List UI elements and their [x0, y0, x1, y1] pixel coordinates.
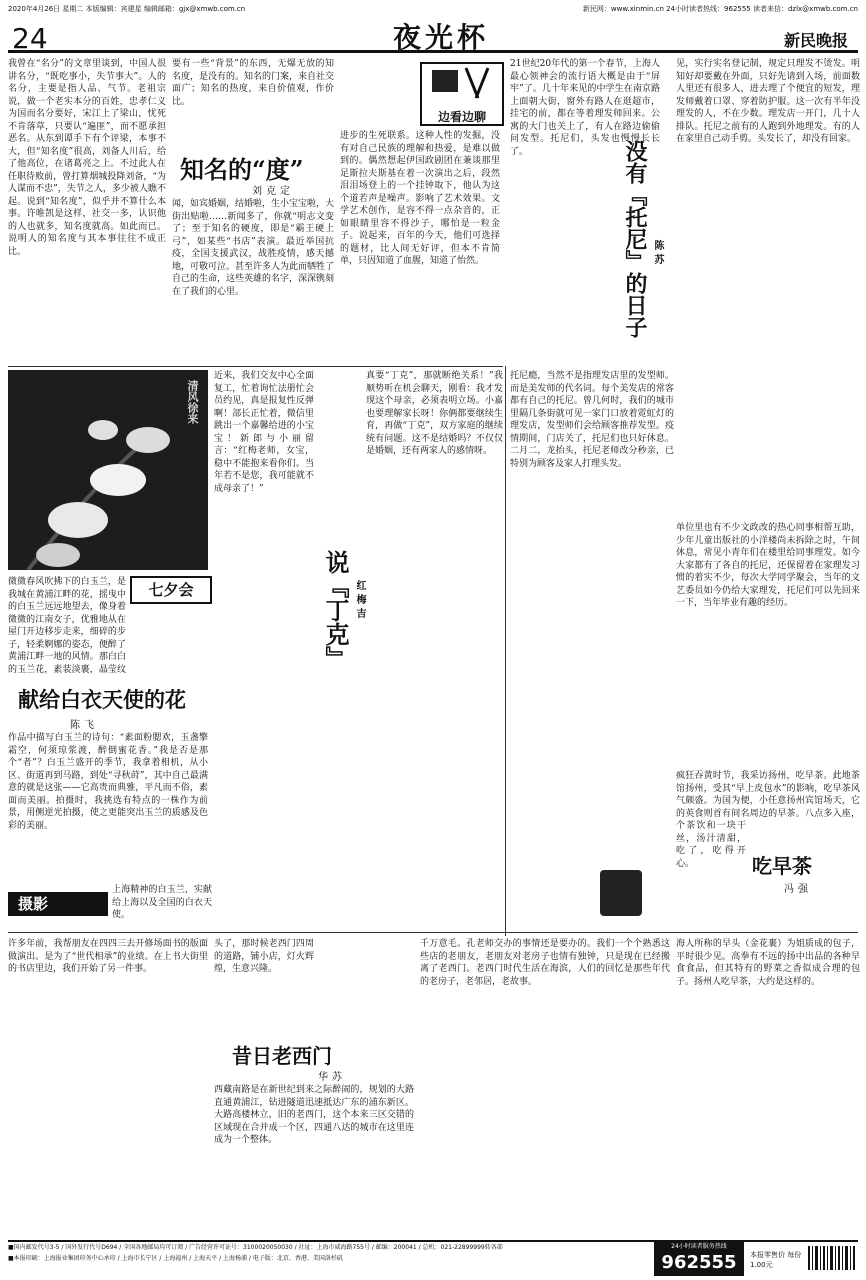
- paper-name: 新民晚报: [783, 31, 848, 50]
- article-shuoding-author: 红梅吉: [354, 580, 365, 622]
- article-qixi-text: 微微春风吹拂下的白玉兰，是我城在黄浦江畔的花，摇曳中的白玉兰远远地望去，像身着微微的江南女子，优雅地从在屋门开边移步走来，细碎的步子，轻柔婀娜的姿态，便醉了黄浦江畔一地的风情。那白白的玉兰花，素装淡裹，晶莹纹: [8, 577, 126, 675]
- contact-line: 新民网：www.xinmin.cn 24小时读者热线：962555 读者来信：dzlx@xmwb.com.cn: [582, 5, 858, 13]
- footer: [8, 1240, 858, 1276]
- article-zaocha-text-side: 个茶饮和一块干丝，汤汁清甜，吃了，吃得开心。: [676, 821, 746, 869]
- biansi-label: 边看边聊: [437, 110, 486, 124]
- top-info-line: [8, 2, 858, 16]
- article-qixi-author: 陈飞: [70, 720, 98, 731]
- article-shuoding-text-cont: 真要“丁克”，那就断绝关系！”我顺势听在机会聊天，刚看：我才发现这个母亲，必须表明立场。小嘉也要理解家长呀！你俩都要继续生育，再做“丁克”，双方家庭的继续统有问题。这不是结婚吗？不仅仅是婚姻，还有两家人的感情呀。: [366, 371, 503, 456]
- footer-line2: ■本报印刷：上海报业集团印务中心承印 / 上海市长宁区 / 上海福州 / 上海天平 / 上海杨浦 / 电子版：北京、香港、美国洛杉矶: [8, 1255, 343, 1262]
- qixi-label: 七夕会: [130, 576, 212, 604]
- article-zaocha-text: 疯狂吞黄时节，我采访扬州，吃早茶。此地茶馆扬州，受其“早上皮包水”的影响，吃早茶风气颇盛。为国为便，小任意扬州宾馆场天，它的英食则首有间名周边的早茶。八点多入座，: [676, 771, 860, 819]
- article-qixi-text-cont: 作品中描写白玉兰的诗句：“素面粉腮欢，玉盏擎霜空，何须琼浆渡，醉倒蜜花香。”我是否是那个“者”？白玉兰盛开的季节，我拿着相机，从小区、街道再到马路，到处“寻秋莳”，其中自己最满意的就是这张——它高贵而典雅，平凡而不俗，素面而美丽。拍摄时，我挑选有特点的一株作为前景，用侧逆光拍摄，使之更能突出玉兰的质感及色彩的美丽。: [8, 733, 208, 831]
- article-biansi-text: 进步的生死联系。这种人性的发掘，没有对自己民族的理解和热爱，是难以做到的。偶然想起伊国政剧团在兼谈那里足斯拉夫斯基在着一次演出之后，段然泪泪场登上的一个挂钟取下，他认为这个道若声是噪声。影响了艺术效果。文学艺术创作，是容不得一点杂音的，正如眼睛里容不得沙子，哪怕是一粒金子。说起来，百年的今天，他们可选择的题材，比人间无好评，但本不肯简单，只因知道了血腥，知道了怡然。: [340, 131, 500, 266]
- article-zhiming-author: 刘克定: [252, 186, 294, 197]
- sheying-label: 摄影: [8, 892, 108, 916]
- article-tuoni-author: 陈苏: [652, 240, 663, 268]
- article-shuoding-title: 说『丁克』: [321, 550, 350, 670]
- article-tuoni-text-end: 单位里也有不少文政改的热心同事相帮互助，少年儿童出版社的小洋楼尚未拆除之时，午间休息，常见小青年们在楼里给同事理发。如今大家都有了各自的托尼，还保留着在家理发习惯的着实不少，每次大学同学聚会，当年的文艺委员如今仍给大家理发，托尼们可以先回来一下，当年毕业有趣的经历。: [676, 523, 860, 608]
- article-sheying-text: 许多年前，我帮朋友在四四三去开修场面书的版面做演出。是为了“世代相承”的业绩。在上书大街里的书店里边，我们开始了另一件事。: [8, 939, 208, 974]
- column-title: 夜光杯: [393, 21, 490, 54]
- article-zaocha-title: 吃早茶: [752, 854, 812, 878]
- page-number: 24: [12, 22, 48, 55]
- article-ximen-author: 华苏: [318, 1072, 346, 1083]
- footer-hotline-number: 962555: [661, 1252, 737, 1273]
- article-zhiming-title: 知名的“度”: [180, 155, 304, 184]
- magnolia-photo: [8, 370, 208, 570]
- article-zhiming-text-cont: 要有一些“背景”的东西，无爆无放的知名度，是没有的。知名的门案，来自社交面广；知名的热度，来自价值观，作价比。: [172, 59, 334, 107]
- article-tuoni-text: 21世纪20年代的第一个春节，上海人最心领神会的流行语大概是由于“屏牢”了。几十年来见的中学生在南京路上面朝大街，窗外有路人在逛超市，挂宅的前，都在等着理发师回来。公寓的大门也关上了，有人在路边偷偷问发型。托尼们，头发也慢慢长长了。: [510, 59, 660, 157]
- article-tuoni-title: 没有『托尼』的日子: [622, 140, 648, 338]
- date-editor-line: 2020年4月26日 星期二 本版编辑：宾建星 编辑邮箱：gjx@xmwb.com.cn: [8, 5, 246, 13]
- article-ximen-text-cont: 千万意毛。孔老师交办的事情还是要办的。我们一个个熟悉这些店的老朋友，老朋友对老房子也情有独钟，只是现在已经搬离了老西门。老西门时代生活在海滨，人们的回忆是那些年代的老房子，老邻居，老故事。: [420, 939, 670, 987]
- sheying-side-text: 上海精神的白玉兰，实献给上海以及全国的白衣天使。: [112, 885, 212, 920]
- article-tuoni-text-cont: 见，实行实名登记制，规定只理发不烫发。明知好却要戴在外面，只好先请到入场，前面数人里还有很多人，进去理了个便宜的短发，理发师戴着口罩、穿着防护服。这一次有半年没理发的人，不在少数。理发店一开门，几十人排队。托尼之前有的人跑到外地理发。有的人在家里自己动手剪。头发长了，却没有回家。: [676, 59, 860, 144]
- magnolia-flower-image: [8, 370, 208, 570]
- footer-line1: ■国内邮发代号3-5 / 国外发行代号D694 / 全国各地邮局均可订阅 / 广告经营许可证号：3100020050030 / 社址：上海市威海路755号 / 邮编：200041 / 总机：021-22899999转各部: [8, 1244, 503, 1251]
- barcode-icon: [806, 1244, 858, 1274]
- article-qixi-title: 献给白衣天使的花: [18, 687, 186, 712]
- footer-hotline-box: [654, 1242, 744, 1276]
- article-zhiming-text: 我曾在“名分”的文章里谈到，中国人很讲名分，“既吃事小，失节事大”。人的名分，主要是指人品、气节。老祖宗说，做一个老实本分的百姓，忠孝仁义为国而名分要好，宋江上了梁山，忧死不肯落草，只要认“遍匪”，而不愿承担恶名。从东到谭手下有个评梁，本事不大，但“知名度”很高，刘备人川后，给了他高位，在诸葛亮之上。不过此人在任职待败前，曾打算烟城投降刘备，“为人谋而不忠”，失节之人，多少被人瞧不起。说到“知名度”，似乎并不算什么本事。许唯凯是这样，社交一多，认识他的人也就多，知名度就高。如此而已。说明人的知名度与其本事往往不成正比。: [8, 59, 166, 257]
- article-ximen-title: 昔日老西门: [232, 1044, 332, 1068]
- footer-hotline-label: 24小时读者服务热线: [671, 1243, 727, 1250]
- article-zhiming-text-more: 闻，如宾婚姻，结婚啦，生小宝宝啦，大街出贴啦……新闻多了，你就“明志文变了；至于知名的硬度，即是“霸王硬上弓”，如某些“书店”表演。最近举国抗疫，全国支援武汉，战胜疫情，感天撼地，可敬可泣。甚至许多人为此而牺牲了自己的生命，这些英雄的名字，深深镌刻在了我们的心里。: [172, 199, 334, 297]
- article-tuoni-text-right: 托尼瘾，当然不是指理发店里的发型师。而是美发师的代名词。每个美发店的常客都有自己的托尼。曾几何时，我们的城市里隔几条街就可见一家门口放着霓虹灯的理发店，发型师们会给顾客推荐发型。疫情期间，门店关了，托尼们也只好休息。二月二，龙抬头，托尼老师改分秒亲，已特别为顾客及家人打理头发。: [510, 371, 674, 469]
- article-ximen-text-top: 头了，那时候老西门四周的道路，铺小店，灯火辉煌，生意兴隆。: [214, 939, 314, 974]
- article-zaocha-text-cont: 海人所称的早头（金花裹）为姐质成的包子，平时很少见。高拳有不远的扬中出品的各种早食食品，但其特有的野菜之香似成合理的包子。扬州人吃早茶，大约是这样的。: [676, 939, 860, 987]
- photo-caption: 清风徐来: [186, 380, 199, 424]
- footer-price: 本报零售价 每份1.00元: [750, 1251, 802, 1269]
- seal-image: [600, 870, 642, 916]
- article-ximen-text: 西藏南路是在新世纪到来之际醉闹的，规划的大路直通黄浦江，钻进隧道迅速抵达广东的浦东新区。大路高楼林立，旧的老西门，这个本来三区交错的区域现在合并成一个区，四通八达的城市在这里连成为一个整体。: [214, 1085, 414, 1145]
- article-shuoding-text: 近来，我们交友中心全面复工，忙着询忙法册忙会员约见，真是报复性反弹啊！部长正忙着，微信里跳出一个嘉馨给进的小宝宝！新郎与小丽留言：“红梅老师，女宝，稳中不能抱来看你们。当年若不是您，我可能就不成母亲了！”: [214, 371, 314, 494]
- masthead: [8, 16, 858, 53]
- article-zaocha-author: 冯强: [784, 884, 812, 895]
